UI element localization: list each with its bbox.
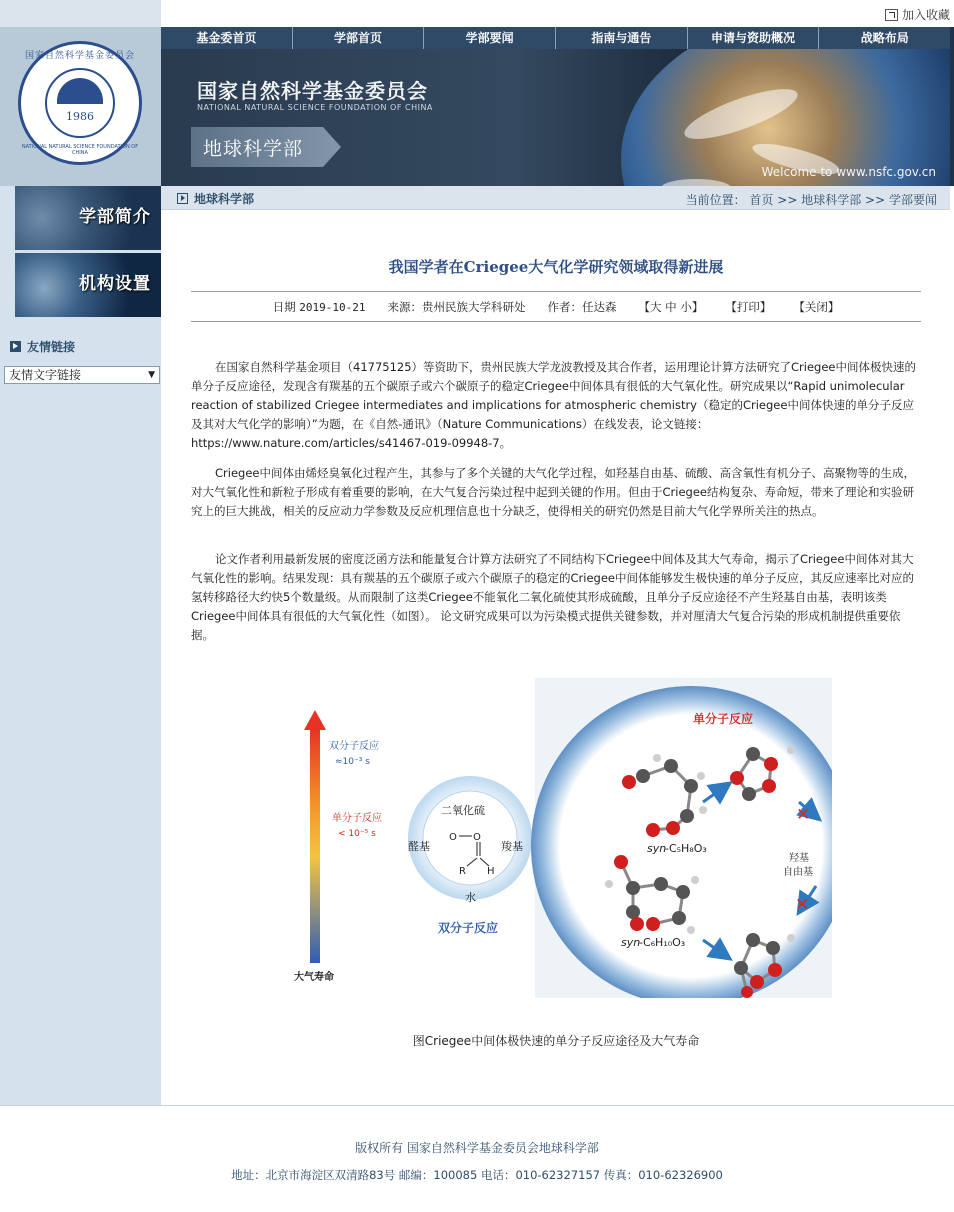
banner-title: 国家自然科学基金委员会 bbox=[197, 79, 428, 103]
cross-icon: ✕ bbox=[795, 895, 810, 915]
header-banner bbox=[161, 49, 950, 186]
article-author: 作者：任达森 bbox=[547, 300, 617, 314]
department-label: 地球科学部 bbox=[203, 138, 304, 160]
sidebar-organization-label: 机构设置 bbox=[79, 274, 151, 294]
article-date bbox=[273, 299, 366, 315]
fig-unimolecular-time: < 10⁻⁵ s bbox=[338, 829, 376, 839]
nav-nsfc-home[interactable]: 基金委首页 bbox=[161, 27, 293, 49]
date-value: 2019-10-21 bbox=[299, 301, 366, 314]
print-button[interactable]: 【打印】 bbox=[725, 300, 772, 314]
mol-o-minus: O bbox=[449, 832, 457, 843]
footer-address: 地址：北京市海淀区双清路83号 邮编：100085 电话：010-62327157 传真：010-62326900 bbox=[231, 1168, 723, 1182]
sidebar-dept-intro-button[interactable] bbox=[15, 186, 161, 250]
article-paragraph-1: 在国家自然科学基金项目（41775125）等资助下，贵州民族大学龙波教授及其合作者，运用理论计算方法研究了Criegee中间体极快速的单分子反应途径，发现含有羰基的五个碳原子或六个碳原子的稳定Criegee中间体具有很低的大气氧化性。研究成果以“Rapid unimolecular reaction of stabilized Criegee intermediates and implications for atmospheric chemistry（稳定的Criegee中间体快速的单分子反应及其对大气化学的影响）”为题，在《自然-通讯》（Nature Communications）在线发表，论文链接：https://www.nature.com/articles/s41467-019-09948-7。 bbox=[191, 360, 917, 450]
nav-guides-notices[interactable]: 指南与通告 bbox=[556, 27, 688, 49]
breadcrumb-bar bbox=[161, 186, 950, 210]
seal-ring-text: 国家自然科学基金委员会 bbox=[24, 51, 135, 61]
left-sidebar bbox=[0, 186, 161, 1106]
friend-links-select[interactable] bbox=[4, 366, 160, 384]
mol-h: H bbox=[487, 866, 495, 877]
seal-year: 1986 bbox=[66, 110, 94, 123]
friend-links-title bbox=[10, 338, 75, 355]
font-size-switcher[interactable]: 【大 中 小】 bbox=[638, 300, 704, 314]
top-strip bbox=[0, 0, 954, 27]
breadcrumb-prefix: 当前位置： bbox=[685, 193, 746, 207]
fig-mol2: -C₆H₁₀O₃ bbox=[639, 936, 686, 949]
friend-links-label: 友情链接 bbox=[27, 340, 76, 354]
site-header bbox=[0, 27, 954, 186]
fig-mol1-prefix: syn bbox=[647, 842, 667, 855]
arrow-up-icon bbox=[304, 710, 326, 730]
breadcrumb-news[interactable]: 学部要闻 bbox=[888, 193, 937, 207]
fig-so2: 二氧化硫 bbox=[441, 804, 485, 817]
article-source: 来源：贵州民族大学科研处 bbox=[387, 300, 526, 314]
chevron-down-icon: ▼ bbox=[148, 370, 155, 380]
article-title: 我国学者在Criegee大气化学研究领域取得新进展 bbox=[388, 258, 724, 276]
fig-aldehyde: 醛基 bbox=[408, 840, 430, 853]
add-favorite-link[interactable] bbox=[885, 6, 950, 23]
fig-unimolecular-left: 单分子反应 bbox=[332, 813, 382, 824]
cross-icon: ✕ bbox=[796, 805, 811, 825]
seal-emblem bbox=[45, 68, 115, 138]
nav-strategy[interactable]: 战略布局 bbox=[860, 31, 909, 45]
section-title bbox=[177, 190, 254, 207]
date-label: 日期 bbox=[272, 300, 296, 314]
footer-divider bbox=[0, 1105, 954, 1106]
nsfc-seal-logo[interactable] bbox=[18, 41, 142, 165]
article-paragraph-2: Criegee中间体由烯烃臭氧化过程产生，其参与了多个关键的大气化学过程，如羟基自由基、硫酸、高含氧性有机分子、高聚物等的生成，对大气氧化性和新粒子形成有着重要的影响，在大气复合污染过程中起到关键的作用。但由于Criegee结构复杂、寿命短，带来了理论和实验研究上的巨大挑战，相关的反应动力学参数及反应机理信息也十分缺乏，使得相关的研究仍然是目前大气化学界所关注的热点。 bbox=[191, 466, 915, 518]
breadcrumb-home[interactable]: 首页 bbox=[749, 193, 774, 207]
sidebar-dept-intro-label: 学部简介 bbox=[79, 207, 151, 227]
breadcrumb-separator: >> bbox=[777, 193, 798, 207]
add-favorite-label: 加入收藏 bbox=[901, 8, 950, 22]
divider bbox=[191, 291, 921, 292]
nav-dept-news[interactable]: 学部要闻 bbox=[424, 27, 556, 49]
article-meta bbox=[191, 299, 921, 315]
fig-bimolecular-bottom: 双分子反应 bbox=[438, 921, 499, 935]
fig-lifetime-label: 大气寿命 bbox=[294, 972, 334, 983]
lifetime-gradient-bar bbox=[310, 728, 320, 963]
welcome-text: Welcome to www.nsfc.gov.cn bbox=[761, 165, 936, 179]
criegee-diagram bbox=[291, 678, 832, 998]
breadcrumb-separator: >> bbox=[865, 193, 886, 207]
divider bbox=[191, 321, 921, 322]
arrow-right-icon bbox=[10, 341, 21, 352]
fig-water: 水 bbox=[465, 891, 476, 904]
banner-subtitle: NATIONAL NATURAL SCIENCE FOUNDATION OF CHINA bbox=[197, 103, 433, 112]
footer-copyright: 版权所有 国家自然科学基金委员会地球科学部 bbox=[355, 1141, 599, 1155]
article-figure bbox=[291, 678, 832, 998]
nav-funding-overview[interactable]: 申请与资助概况 bbox=[688, 27, 820, 49]
nav-dept-home[interactable]: 学部首页 bbox=[293, 27, 425, 49]
seal-ring-text-en: NATIONAL NATURAL SCIENCE FOUNDATION OF CHINA bbox=[21, 144, 139, 156]
main-nav bbox=[161, 27, 950, 49]
breadcrumb-dept[interactable]: 地球科学部 bbox=[801, 193, 862, 207]
fig-mol1: -C₅H₈O₃ bbox=[665, 842, 707, 855]
fig-oh-line1: 羟基 bbox=[789, 853, 809, 864]
fig-oh-line2: 自由基 bbox=[783, 867, 813, 878]
fig-carboxyl: 羧基 bbox=[501, 840, 523, 853]
friend-links-select-value: 友情文字链接 bbox=[9, 368, 82, 382]
mol-r: R bbox=[459, 866, 466, 877]
article-paragraph-3: 论文作者利用最新发展的密度泛函方法和能量复合计算方法研究了不同结构下Criegee中间体及其大气寿命，揭示了Criegee中间体对其大气氧化性的影响。结果发现：具有羰基的五个碳原子或六个碳原子的稳定的Criegee中间体能够发生极快速的单分子反应，其反应速率比对应的氢转移路径大约快5个数量级。从而限制了这类Criegee不能氧化二氧化硫使其形成硫酸，且单分子反应途径不产生羟基自由基，表明该类Criegee中间体具有很低的大气氧化性（如图）。 论文研究成果可以为污染模式提供关键参数，并对厘清大气复合污染的形成机制提供重要依据。 bbox=[191, 552, 914, 642]
fig-bimolecular-time: ≈10⁻³ s bbox=[335, 757, 370, 767]
arrow-box-icon bbox=[177, 193, 188, 204]
close-button[interactable]: 【关闭】 bbox=[793, 300, 840, 314]
breadcrumb bbox=[686, 191, 937, 208]
top-strip-left-pad bbox=[0, 0, 161, 27]
logo-area bbox=[0, 27, 161, 186]
figure-caption: 图Criegee中间体极快速的单分子反应途径及大气寿命 bbox=[412, 1034, 700, 1048]
fig-mol2-prefix: syn bbox=[621, 936, 641, 949]
fig-bimolecular-top: 双分子反应 bbox=[329, 741, 379, 752]
bookmark-icon bbox=[885, 9, 898, 21]
section-title-label: 地球科学部 bbox=[194, 192, 255, 206]
fig-unimolecular-right: 单分子反应 bbox=[693, 712, 754, 726]
sidebar-organization-button[interactable] bbox=[15, 253, 161, 317]
seal-dome bbox=[57, 78, 103, 104]
mol-o-plus: O bbox=[473, 832, 481, 843]
